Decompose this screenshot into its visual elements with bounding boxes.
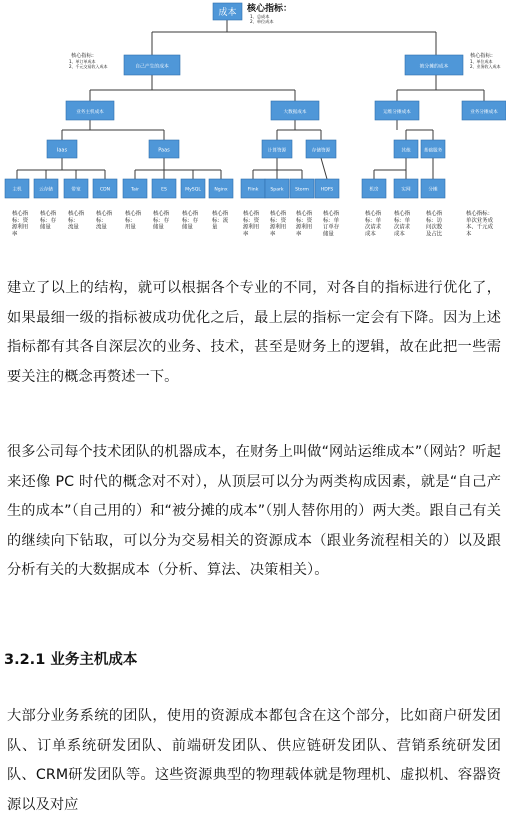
leaf-metric-6-line-2: 储量 — [182, 224, 193, 231]
leaf-metric-13-line-1: 标：单 — [394, 217, 411, 224]
leaf-metric-11-line-1: 标：单 — [323, 217, 340, 224]
leaf-metric-13-line-3: 成本 — [394, 231, 405, 238]
paragraph-1: 建立了以上的结构，就可以根据各个专业的不同，对各自的指标进行优化了，如果最细一级的指标被成功优化之后，最上层的指标一定会有下降。因为上述指标都有其各自深层次的业务、技术，甚至是财务上的逻辑，故在此把一些需要关注的概念再赘述一下。 — [7, 280, 501, 385]
leaf-metric-0-line-1: 标：资 — [12, 217, 29, 224]
leaf-metric-5-line-0: 核心指 — [153, 211, 170, 217]
svg-text:基础服务: 基础服务 — [423, 148, 443, 154]
node-shared-cost — [405, 55, 463, 75]
leaf-node-label-12: 机房 — [369, 187, 379, 193]
node-basic-service — [421, 140, 445, 158]
leaf-node-label-14: 分摊 — [428, 187, 438, 193]
leaf-node-label-11: HDFS — [320, 187, 334, 193]
node-root-label: 成本 — [218, 8, 237, 19]
leaf-node-2 — [64, 179, 88, 198]
leaf-metric-1-line-2: 储量 — [40, 224, 51, 231]
leaf-metric-11-line-2: 订单存 — [323, 224, 340, 231]
leaf-metric-14-line-3: 及占比 — [426, 231, 443, 238]
leaf-node-4 — [123, 179, 147, 198]
svg-text:Paas: Paas — [158, 147, 170, 154]
leaf-metric-12-line-2: 次请求 — [365, 224, 382, 231]
leaf-metric-10-line-2: 源利用 — [296, 224, 313, 231]
leaf-node-label-3: CDN — [99, 187, 111, 193]
leaf-metric-1-line-1: 标：存 — [40, 217, 57, 224]
leaf-metric-15-line-0: 核心指标： — [466, 211, 493, 217]
self-metric-2: 2、千元交易收入成本 — [69, 64, 108, 69]
leaf-metric-10-line-3: 率 — [296, 231, 302, 238]
leaf-metric-15-line-3: 本 — [466, 231, 472, 238]
leaf-metric-4-line-0: 核心指 — [125, 211, 142, 217]
svg-text:自己产生的成本: 自己产生的成本 — [135, 64, 169, 70]
leaf-metric-13-line-2: 次请求 — [394, 224, 411, 231]
cost-structure-diagram — [0, 0, 506, 244]
node-host-cost — [66, 101, 114, 120]
svg-text:业务主机成本: 业务主机成本 — [76, 110, 104, 115]
leaf-metric-0-line-0: 核心指 — [12, 211, 29, 217]
leaf-metric-7-line-2: 量 — [212, 224, 218, 231]
leaf-metric-8-line-1: 标：资 — [243, 217, 260, 224]
leaf-nodes — [5, 179, 445, 198]
leaf-metric-10-line-1: 标：资 — [296, 217, 313, 224]
shared-metric-2: 2、业务收入成本 — [470, 64, 501, 69]
leaf-node-label-10: Storm — [295, 187, 309, 193]
leaf-metric-13-line-0: 核心指 — [394, 211, 411, 217]
shared-metric-title: 核心指标： — [470, 53, 496, 59]
leaf-metric-14-line-1: 标：访 — [426, 217, 443, 224]
leaf-node-5 — [152, 179, 176, 198]
leaf-node-label-7: Nginx — [214, 187, 228, 193]
leaf-metric-9-line-2: 源利用 — [270, 224, 287, 231]
root-metric-2: 2、单位成本 — [250, 19, 274, 24]
leaf-metric-5-line-2: 储量 — [153, 224, 164, 231]
leaf-metric-8-line-2: 源利用 — [243, 224, 260, 231]
svg-text:存储资源: 存储资源 — [311, 148, 331, 154]
leaf-node-8 — [241, 179, 265, 198]
leaf-metric-3-line-0: 核心指 — [96, 211, 113, 217]
leaf-node-label-1: 云存储 — [39, 187, 53, 193]
leaf-metrics — [12, 209, 494, 237]
svg-text:运维分摊成本: 运维分摊成本 — [383, 110, 411, 115]
self-metric-title: 核心指标： — [71, 53, 97, 59]
paragraph-3: 大部分业务系统的团队，使用的资源成本都包含在这个部分，比如商户研发团队、订单系统研发团队、前端研发团队、供应链研发团队、营销系统研发团队、CRM研发团队等。这些资源典型的物理载体就是物理机、虚拟机、容器资源以及对应 — [7, 708, 501, 813]
svg-text:大数据成本: 大数据成本 — [283, 110, 307, 115]
leaf-metric-2-line-2: 流量 — [68, 224, 79, 231]
leaf-metric-3-line-1: 标： — [96, 217, 107, 224]
svg-text:其他: 其他 — [401, 148, 411, 154]
leaf-node-label-5: ES — [161, 187, 167, 193]
paragraph-2: 很多公司每个技术团队的机器成本，在财务上叫做“网站运维成本”（网站？听起来还像 PC 时代的概念对不对），从顶层可以分为两类构成因素，就是“自己产生的成本”（自己用的）和“被分摊的成本”（别人替你用的）两大类。跟自己有关的继续向下钻取，可以分为交易相关的资源成本（跟业务流程相关的）以及跟分析有关的大数据成本（分析、算法、决策相关）。 — [7, 444, 501, 579]
node-self-cost — [124, 55, 180, 75]
leaf-node-12 — [362, 179, 386, 198]
leaf-metric-10-line-0: 核心指 — [296, 211, 313, 217]
leaf-metric-9-line-1: 标：资 — [270, 217, 287, 224]
leaf-node-11 — [315, 179, 339, 198]
leaf-metric-6-line-1: 标：存 — [182, 217, 199, 224]
leaf-node-1 — [34, 179, 58, 198]
leaf-metric-12-line-1: 标：单 — [365, 217, 382, 224]
leaf-metric-11-line-3: 储量 — [323, 231, 334, 238]
leaf-metric-6-line-0: 核心指 — [182, 211, 199, 217]
node-compute — [262, 140, 292, 158]
node-bigdata-cost — [271, 101, 319, 120]
svg-text:计算资源: 计算资源 — [267, 148, 287, 154]
leaf-node-label-2: 带宽 — [71, 187, 81, 193]
leaf-metric-4-line-1: 标： — [125, 217, 136, 224]
leaf-node-6 — [181, 179, 205, 198]
leaf-node-label-13: 实网 — [401, 187, 411, 193]
leaf-metric-14-line-0: 核心指 — [426, 211, 443, 217]
leaf-node-label-8: Flink — [247, 187, 259, 193]
leaf-node-label-4: Tair — [130, 187, 140, 193]
leaf-metric-7-line-0: 核心指 — [212, 211, 229, 217]
leaf-metric-2-line-0: 核心指 — [68, 211, 85, 217]
node-iaas — [47, 140, 77, 158]
node-biz-cost — [462, 101, 506, 120]
leaf-metric-0-line-3: 率 — [12, 231, 18, 238]
svg-text:被分摊的成本: 被分摊的成本 — [419, 64, 449, 70]
svg-text:Iaas: Iaas — [56, 147, 68, 154]
leaf-metric-15-line-1: 单次业务成 — [466, 217, 493, 224]
leaf-node-label-6: MySQL — [185, 187, 201, 193]
leaf-metric-14-line-2: 问次数 — [426, 224, 443, 231]
leaf-metric-8-line-3: 率 — [243, 231, 249, 238]
leaf-node-label-0: 主机 — [12, 187, 22, 193]
leaf-metric-9-line-0: 核心指 — [270, 211, 287, 217]
leaf-node-7 — [209, 179, 233, 198]
svg-text:业务分摊成本: 业务分摊成本 — [470, 110, 498, 115]
node-other — [394, 140, 418, 158]
self-metric-1: 1、单订单成本 — [69, 59, 96, 64]
leaf-metric-5-line-1: 标：存 — [153, 217, 170, 224]
leaf-node-10 — [290, 179, 314, 198]
leaf-metric-7-line-1: 标：流 — [212, 217, 229, 224]
shared-metric-1: 1、单位成本 — [470, 59, 493, 64]
leaf-metric-12-line-3: 成本 — [365, 231, 376, 238]
leaf-metric-1-line-0: 核心指 — [40, 211, 57, 217]
leaf-node-9 — [265, 179, 289, 198]
leaf-node-3 — [93, 179, 117, 198]
leaf-metric-0-line-2: 源利用 — [12, 224, 29, 231]
root-metric-1: 1、总成本 — [250, 14, 270, 19]
root-metric-title: 核心指标： — [247, 4, 293, 14]
leaf-metric-2-line-1: 标： — [68, 217, 79, 224]
section-heading: 3.2.1 业务主机成本 — [4, 652, 138, 668]
leaf-node-0 — [5, 179, 29, 198]
leaf-metric-4-line-2: 用量 — [125, 224, 136, 231]
leaf-metric-8-line-0: 核心指 — [243, 211, 260, 217]
leaf-metric-12-line-0: 核心指 — [365, 211, 382, 217]
leaf-node-13 — [394, 179, 418, 198]
node-storage — [306, 140, 336, 158]
leaf-node-14 — [421, 179, 445, 198]
node-paas — [149, 140, 179, 158]
leaf-node-label-9: Spark — [270, 187, 284, 193]
node-root — [213, 3, 242, 20]
leaf-metric-11-line-0: 核心指 — [323, 211, 340, 217]
leaf-metric-9-line-3: 率 — [270, 231, 276, 238]
node-ops-cost — [375, 101, 419, 120]
leaf-metric-3-line-2: 流量 — [96, 224, 107, 231]
leaf-metric-15-line-2: 本、千元成 — [466, 224, 493, 231]
